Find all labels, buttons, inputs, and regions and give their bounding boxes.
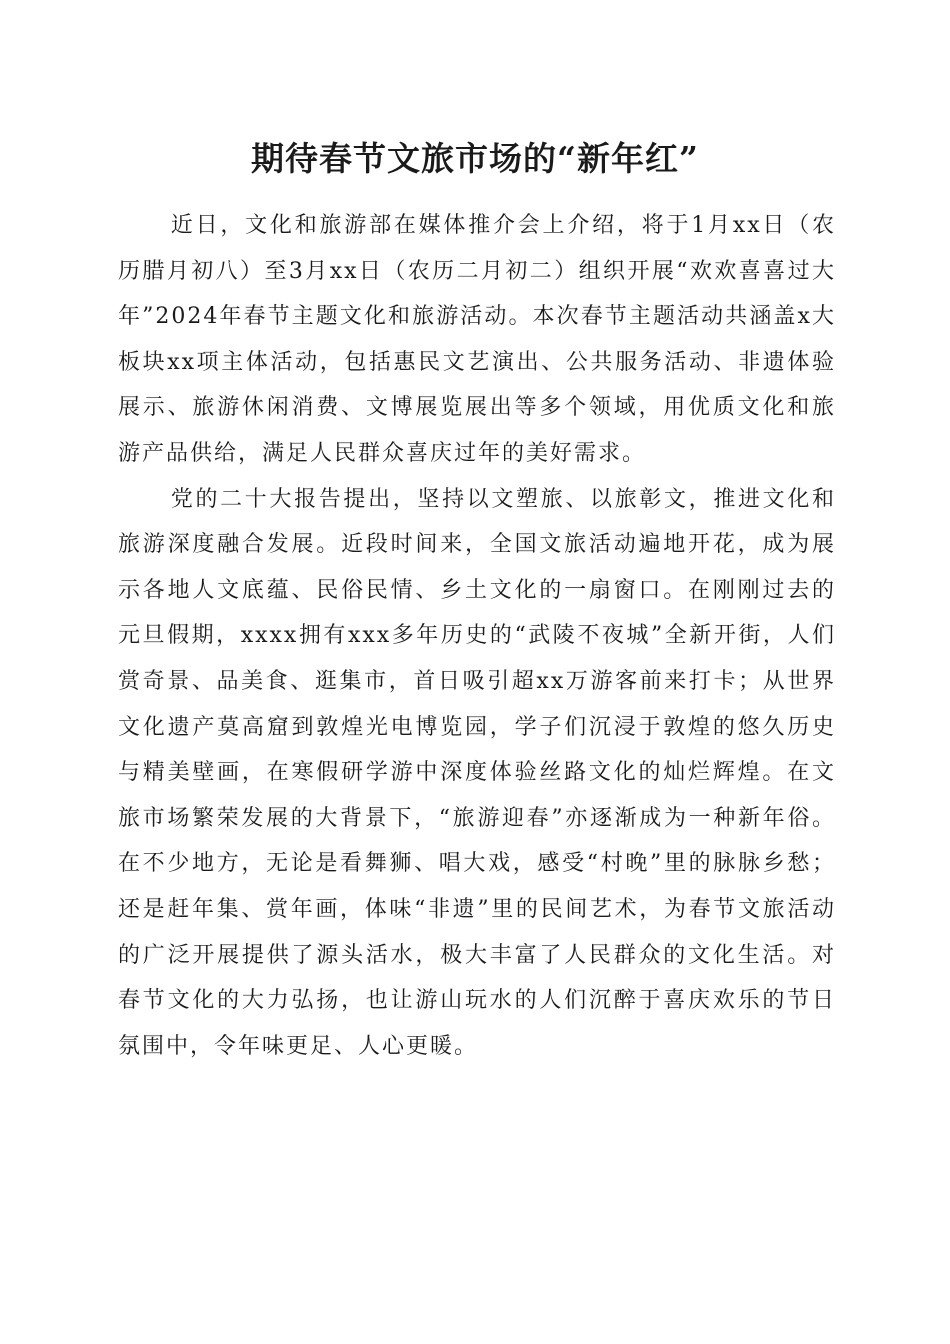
document-title: 期待春节文旅市场的“新年红”: [251, 139, 699, 178]
paragraph: 党的二十大报告提出，坚持以文塑旅、以旅彰文，推进文化和旅游深度融合发展。近段时间来，全国文旅活动遍地开花，成为展示各地人文底蕴、民俗民情、乡土文化的一扇窗口。在刚刚过去的元旦假期，xxxx拥有xxx多年历史的“武陵不夜城”全新开街，人们赏奇景、品美食、逛集市，首日吸引超xx万游客前来打卡；从世界文化遗产莫高窟到敦煌光电博览园，学子们沉浸于敦煌的悠久历史与精美壁画，在寒假研学游中深度体验丝路文化的灿烂辉煌。在文旅市场繁荣发展的大背景下，“旅游迎春”亦逐渐成为一种新年俗。在不少地方，无论是看舞狮、唱大戏，感受“村晚”里的脉脉乡愁；还是赶年集、赏年画，体味“非遗”里的民间艺术，为春节文旅活动的广泛开展提供了源头活水，极大丰富了人民群众的文化生活。对春节文化的大力弘扬，也让游山玩水的人们沉醉于喜庆欢乐的节日氛围中，令年味更足、人心更暖。: [118, 486, 836, 1059]
paragraph: 近日，文化和旅游部在媒体推介会上介绍，将于1月xx日（农历腊月初八）至3月xx日（农历二月初二）组织开展“欢欢喜喜过大年”2024年春节主题文化和旅游活动。本次春节主题活动共涵盖x大板块xx项主体活动，包括惠民文艺演出、公共服务活动、非遗体验展示、旅游休闲消费、文博展览展出等多个领域，用优质文化和旅游产品供给，满足人民群众喜庆过年的美好需求。: [118, 213, 836, 466]
document-body: [118, 203, 836, 1069]
